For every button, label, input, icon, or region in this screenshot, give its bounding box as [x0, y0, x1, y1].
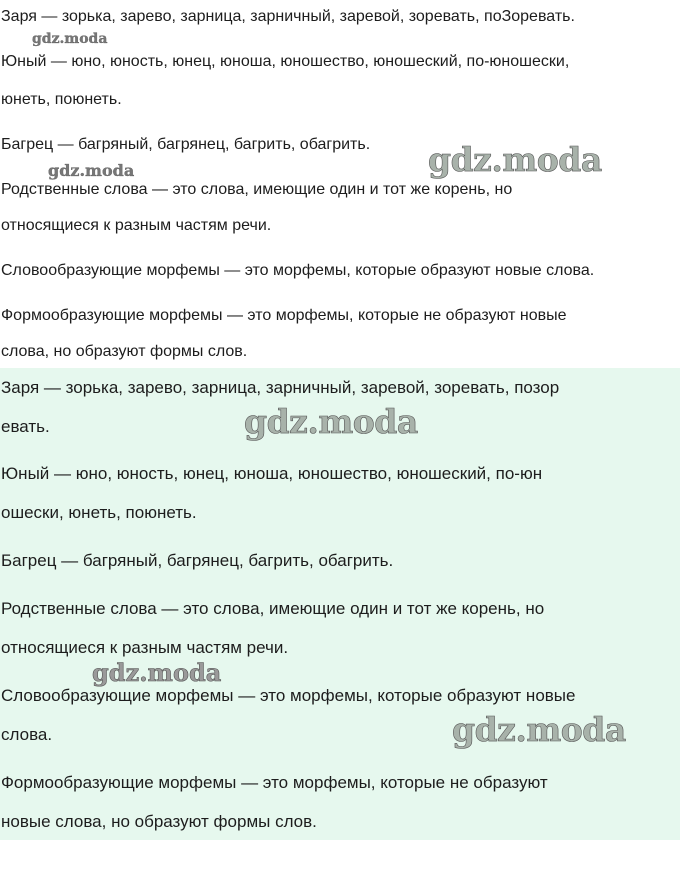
bottom-line-yuny: Юный — юно, юность, юнец, юноша, юношество, юношеский, по-юн [1, 464, 543, 483]
bottom-line-yuny-cont: ошески, юнеть, поюнеть. [1, 503, 197, 522]
bottom-line-wordforming-1: Словообразующие морфемы — это морфемы, которые образуют новые [1, 686, 576, 705]
top-line-formforming-1: Формообразующие морфемы — это морфемы, которые не образуют новые [1, 307, 567, 324]
top-line-bagrets: Багрец — багряный, багрянец, багрить, обагрить. [1, 136, 371, 153]
top-line-related-1: Родственные слова — это слова, имеющие один и тот же корень, но [1, 181, 513, 198]
watermark-small-1: gdz.moda [32, 31, 108, 47]
bottom-line-related-1: Родственные слова — это слова, имеющие один и тот же корень, но [1, 599, 545, 618]
top-answer-block [0, 0, 680, 368]
watermark-large-top: gdz.moda [428, 140, 602, 179]
watermark-small-2: gdz.moda [48, 161, 135, 180]
top-line-formforming-2: слова, но образуют формы слов. [1, 343, 248, 360]
bottom-line-zarya-cont: евать. [1, 417, 50, 436]
bottom-line-formforming-1: Формообразующие морфемы — это морфемы, которые не образуют [1, 773, 548, 792]
top-line-yunet: юнеть, поюнеть. [1, 91, 122, 108]
top-line-wordforming: Словообразующие морфемы — это морфемы, которые образуют новые слова. [1, 262, 595, 279]
bottom-line-formforming-2: новые слова, но образуют формы слов. [1, 812, 317, 831]
top-line-zarya: Заря — зорька, зарево, зарница, зарничный, заревой, зоревать, поЗоревать. [1, 8, 575, 25]
top-line-related-2: относящиеся к разным частям речи. [1, 217, 272, 234]
bottom-answer-block [0, 368, 680, 840]
watermark-medium: gdz.moda [92, 658, 222, 687]
top-line-yuny: Юный — юно, юность, юнец, юноша, юношество, юношеский, по-юношески, [1, 53, 570, 70]
bottom-line-wordforming-2: слова. [1, 725, 53, 744]
watermark-large-1: gdz.moda [244, 402, 418, 441]
watermark-large-2: gdz.moda [452, 710, 626, 749]
bottom-line-bagrets: Багрец — багряный, багрянец, багрить, обагрить. [1, 551, 394, 570]
bottom-line-zarya: Заря — зорька, зарево, зарница, зарничный, заревой, зоревать, позор [1, 378, 560, 397]
bottom-line-related-2: относящиеся к разным частям речи. [1, 638, 289, 657]
